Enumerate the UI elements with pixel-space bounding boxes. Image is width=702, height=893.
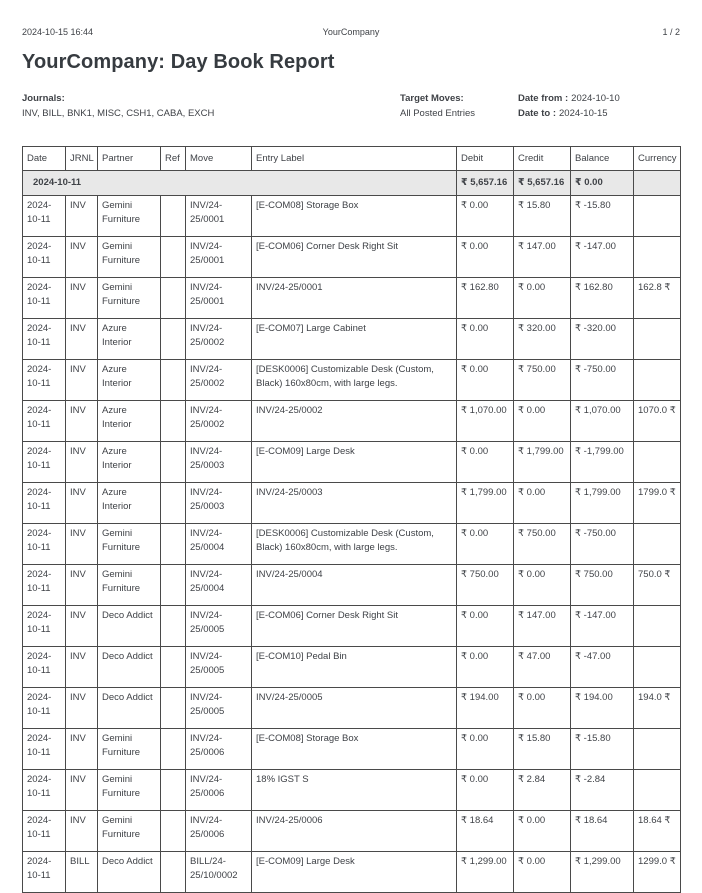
cell-jrnl: INV: [66, 278, 98, 319]
filter-journals: [22, 91, 400, 121]
col-header-move: Move: [186, 147, 252, 171]
cell-jrnl: INV: [66, 770, 98, 811]
cell-credit: ₹ 0.00: [514, 811, 571, 852]
cell-move: INV/24-25/0001: [186, 237, 252, 278]
cell-date: 2024-10-11: [23, 729, 66, 770]
cell-move: INV/24-25/0004: [186, 524, 252, 565]
date-from-label: Date from :: [518, 93, 569, 104]
cell-date: 2024-10-11: [23, 565, 66, 606]
cell-debit: ₹ 1,299.00: [457, 852, 514, 893]
cell-credit: ₹ 15.80: [514, 196, 571, 237]
cell-ref: [161, 237, 186, 278]
cell-balance: ₹ 194.00: [571, 688, 634, 729]
cell-ref: [161, 565, 186, 606]
cell-debit: ₹ 0.00: [457, 729, 514, 770]
cell-jrnl: INV: [66, 360, 98, 401]
table-row: [23, 565, 681, 606]
cell-credit: ₹ 147.00: [514, 237, 571, 278]
cell-balance: ₹ -147.00: [571, 237, 634, 278]
cell-debit: ₹ 0.00: [457, 196, 514, 237]
cell-ref: [161, 401, 186, 442]
cell-entry-label: [E-COM06] Corner Desk Right Sit: [252, 606, 457, 647]
cell-currency: 18.64 ₹: [634, 811, 681, 852]
cell-partner: Gemini Furniture: [98, 565, 161, 606]
cell-credit: ₹ 147.00: [514, 606, 571, 647]
cell-debit: ₹ 1,070.00: [457, 401, 514, 442]
cell-balance: ₹ -320.00: [571, 319, 634, 360]
cell-date: 2024-10-11: [23, 442, 66, 483]
cell-balance: ₹ 1,070.00: [571, 401, 634, 442]
table-row: [23, 360, 681, 401]
cell-entry-label: INV/24-25/0003: [252, 483, 457, 524]
cell-date: 2024-10-11: [23, 360, 66, 401]
cell-currency: [634, 196, 681, 237]
cell-ref: [161, 688, 186, 729]
cell-balance: ₹ -1,799.00: [571, 442, 634, 483]
cell-partner: Gemini Furniture: [98, 811, 161, 852]
cell-date: 2024-10-11: [23, 852, 66, 893]
date-to-value: 2024-10-15: [559, 108, 608, 119]
cell-move: INV/24-25/0005: [186, 688, 252, 729]
cell-partner: Gemini Furniture: [98, 196, 161, 237]
cell-partner: Deco Addict: [98, 606, 161, 647]
cell-date: 2024-10-11: [23, 483, 66, 524]
cell-currency: [634, 442, 681, 483]
cell-debit: ₹ 0.00: [457, 524, 514, 565]
col-header-date: Date: [23, 147, 66, 171]
cell-entry-label: [E-COM09] Large Desk: [252, 442, 457, 483]
table-head: [23, 147, 681, 171]
date-group-row: [23, 171, 681, 196]
cell-credit: ₹ 15.80: [514, 729, 571, 770]
journals-value: INV, BILL, BNK1, MISC, CSH1, CABA, EXCH: [22, 108, 215, 119]
cell-jrnl: INV: [66, 729, 98, 770]
cell-move: INV/24-25/0006: [186, 811, 252, 852]
cell-debit: ₹ 0.00: [457, 647, 514, 688]
cell-entry-label: [E-COM07] Large Cabinet: [252, 319, 457, 360]
cell-partner: Deco Addict: [98, 852, 161, 893]
cell-balance: ₹ 1,299.00: [571, 852, 634, 893]
cell-debit: ₹ 0.00: [457, 319, 514, 360]
filter-dates: [518, 91, 680, 121]
col-header-currency: Currency: [634, 147, 681, 171]
cell-partner: Gemini Furniture: [98, 770, 161, 811]
cell-debit: ₹ 194.00: [457, 688, 514, 729]
cell-jrnl: INV: [66, 237, 98, 278]
table-row: [23, 606, 681, 647]
table-row: [23, 688, 681, 729]
date-from-line: [518, 91, 680, 106]
cell-ref: [161, 729, 186, 770]
cell-currency: [634, 647, 681, 688]
cell-credit: ₹ 320.00: [514, 319, 571, 360]
cell-jrnl: INV: [66, 401, 98, 442]
cell-ref: [161, 852, 186, 893]
cell-date: 2024-10-11: [23, 811, 66, 852]
table-row: [23, 237, 681, 278]
table-row: [23, 442, 681, 483]
cell-credit: ₹ 0.00: [514, 401, 571, 442]
cell-currency: 750.0 ₹: [634, 565, 681, 606]
col-header-balance: Balance: [571, 147, 634, 171]
cell-debit: ₹ 18.64: [457, 811, 514, 852]
cell-balance: ₹ -147.00: [571, 606, 634, 647]
print-datetime: 2024-10-15 16:44: [22, 27, 94, 37]
cell-jrnl: INV: [66, 524, 98, 565]
cell-credit: ₹ 0.00: [514, 565, 571, 606]
cell-jrnl: INV: [66, 811, 98, 852]
company-name: YourCompany: [322, 27, 380, 37]
table-row: [23, 196, 681, 237]
cell-move: INV/24-25/0006: [186, 729, 252, 770]
cell-date: 2024-10-11: [23, 196, 66, 237]
cell-currency: 194.0 ₹: [634, 688, 681, 729]
cell-balance: ₹ -15.80: [571, 729, 634, 770]
cell-ref: [161, 770, 186, 811]
cell-debit: ₹ 0.00: [457, 606, 514, 647]
cell-move: INV/24-25/0003: [186, 442, 252, 483]
cell-credit: ₹ 0.00: [514, 688, 571, 729]
date-to-label: Date to :: [518, 108, 556, 119]
cell-debit: ₹ 750.00: [457, 565, 514, 606]
cell-debit: ₹ 162.80: [457, 278, 514, 319]
col-header-ref: Ref: [161, 147, 186, 171]
cell-move: BILL/24-25/10/0002: [186, 852, 252, 893]
cell-entry-label: [E-COM08] Storage Box: [252, 196, 457, 237]
cell-jrnl: INV: [66, 196, 98, 237]
filters-section: [22, 91, 680, 121]
cell-entry-label: INV/24-25/0005: [252, 688, 457, 729]
table-header-row: [23, 147, 681, 171]
cell-ref: [161, 442, 186, 483]
cell-jrnl: INV: [66, 565, 98, 606]
table-row: [23, 319, 681, 360]
col-header-entry-label: Entry Label: [252, 147, 457, 171]
cell-move: INV/24-25/0005: [186, 606, 252, 647]
cell-balance: ₹ 1,799.00: [571, 483, 634, 524]
filter-target-moves: [400, 91, 518, 121]
group-total-balance: ₹ 0.00: [571, 171, 634, 196]
cell-move: INV/24-25/0002: [186, 319, 252, 360]
cell-ref: [161, 278, 186, 319]
cell-credit: ₹ 0.00: [514, 483, 571, 524]
cell-date: 2024-10-11: [23, 237, 66, 278]
cell-ref: [161, 360, 186, 401]
cell-credit: ₹ 750.00: [514, 524, 571, 565]
date-from-value: 2024-10-10: [571, 93, 620, 104]
table-row: [23, 770, 681, 811]
cell-jrnl: INV: [66, 647, 98, 688]
cell-entry-label: [DESK0006] Customizable Desk (Custom, Black) 160x80cm, with large legs.: [252, 524, 457, 565]
cell-debit: ₹ 0.00: [457, 442, 514, 483]
report-title: YourCompany: Day Book Report: [22, 51, 335, 73]
cell-entry-label: [E-COM08] Storage Box: [252, 729, 457, 770]
cell-partner: Gemini Furniture: [98, 524, 161, 565]
cell-partner: Deco Addict: [98, 647, 161, 688]
cell-entry-label: [E-COM09] Large Desk: [252, 852, 457, 893]
cell-credit: ₹ 0.00: [514, 278, 571, 319]
page-indicator: 1 / 2: [662, 27, 680, 37]
cell-credit: ₹ 1,799.00: [514, 442, 571, 483]
cell-currency: [634, 770, 681, 811]
target-moves-label: Target Moves:: [400, 93, 464, 104]
daybook-table-body: [23, 171, 681, 893]
cell-entry-label: [E-COM06] Corner Desk Right Sit: [252, 237, 457, 278]
cell-entry-label: INV/24-25/0001: [252, 278, 457, 319]
cell-balance: ₹ -15.80: [571, 196, 634, 237]
cell-currency: [634, 606, 681, 647]
cell-move: INV/24-25/0001: [186, 196, 252, 237]
cell-balance: ₹ -47.00: [571, 647, 634, 688]
table-row: [23, 852, 681, 893]
cell-entry-label: INV/24-25/0006: [252, 811, 457, 852]
table-row: [23, 647, 681, 688]
col-header-debit: Debit: [457, 147, 514, 171]
group-total-currency: [634, 171, 681, 196]
group-date: 2024-10-11: [23, 171, 457, 196]
table-row: [23, 278, 681, 319]
cell-debit: ₹ 0.00: [457, 237, 514, 278]
cell-ref: [161, 483, 186, 524]
cell-ref: [161, 811, 186, 852]
cell-move: INV/24-25/0003: [186, 483, 252, 524]
cell-date: 2024-10-11: [23, 524, 66, 565]
cell-debit: ₹ 0.00: [457, 770, 514, 811]
cell-move: INV/24-25/0005: [186, 647, 252, 688]
cell-entry-label: 18% IGST S: [252, 770, 457, 811]
cell-ref: [161, 606, 186, 647]
cell-debit: ₹ 0.00: [457, 360, 514, 401]
cell-balance: ₹ -750.00: [571, 360, 634, 401]
cell-move: INV/24-25/0002: [186, 401, 252, 442]
cell-entry-label: [E-COM10] Pedal Bin: [252, 647, 457, 688]
cell-partner: Azure Interior: [98, 319, 161, 360]
col-header-jrnl: JRNL: [66, 147, 98, 171]
cell-date: 2024-10-11: [23, 688, 66, 729]
table-row: [23, 524, 681, 565]
cell-jrnl: INV: [66, 319, 98, 360]
cell-partner: Gemini Furniture: [98, 278, 161, 319]
cell-balance: ₹ 162.80: [571, 278, 634, 319]
table-row: [23, 729, 681, 770]
cell-credit: ₹ 0.00: [514, 852, 571, 893]
cell-currency: [634, 360, 681, 401]
cell-move: INV/24-25/0001: [186, 278, 252, 319]
cell-entry-label: [DESK0006] Customizable Desk (Custom, Black) 160x80cm, with large legs.: [252, 360, 457, 401]
cell-partner: Azure Interior: [98, 401, 161, 442]
cell-balance: ₹ -750.00: [571, 524, 634, 565]
cell-currency: [634, 524, 681, 565]
cell-jrnl: INV: [66, 483, 98, 524]
cell-balance: ₹ 18.64: [571, 811, 634, 852]
col-header-partner: Partner: [98, 147, 161, 171]
cell-partner: Deco Addict: [98, 688, 161, 729]
cell-currency: 162.8 ₹: [634, 278, 681, 319]
cell-jrnl: BILL: [66, 852, 98, 893]
cell-date: 2024-10-11: [23, 401, 66, 442]
cell-debit: ₹ 1,799.00: [457, 483, 514, 524]
cell-credit: ₹ 47.00: [514, 647, 571, 688]
cell-credit: ₹ 750.00: [514, 360, 571, 401]
group-total-debit: ₹ 5,657.16: [457, 171, 514, 196]
table-row: [23, 483, 681, 524]
cell-move: INV/24-25/0002: [186, 360, 252, 401]
cell-date: 2024-10-11: [23, 278, 66, 319]
target-moves-value: All Posted Entries: [400, 108, 475, 119]
cell-ref: [161, 524, 186, 565]
cell-balance: ₹ 750.00: [571, 565, 634, 606]
cell-move: INV/24-25/0006: [186, 770, 252, 811]
cell-ref: [161, 319, 186, 360]
cell-currency: 1799.0 ₹: [634, 483, 681, 524]
cell-entry-label: INV/24-25/0002: [252, 401, 457, 442]
cell-date: 2024-10-11: [23, 319, 66, 360]
cell-jrnl: INV: [66, 688, 98, 729]
col-header-credit: Credit: [514, 147, 571, 171]
table-row: [23, 401, 681, 442]
cell-partner: Gemini Furniture: [98, 729, 161, 770]
journals-label: Journals:: [22, 93, 65, 104]
daybook-table: [22, 146, 681, 893]
group-total-credit: ₹ 5,657.16: [514, 171, 571, 196]
cell-ref: [161, 196, 186, 237]
cell-partner: Azure Interior: [98, 360, 161, 401]
cell-currency: [634, 237, 681, 278]
cell-balance: ₹ -2.84: [571, 770, 634, 811]
running-header: [22, 26, 680, 38]
cell-partner: Gemini Furniture: [98, 237, 161, 278]
date-to-line: [518, 106, 680, 121]
table-row: [23, 811, 681, 852]
cell-currency: [634, 319, 681, 360]
cell-credit: ₹ 2.84: [514, 770, 571, 811]
cell-jrnl: INV: [66, 442, 98, 483]
cell-entry-label: INV/24-25/0004: [252, 565, 457, 606]
cell-date: 2024-10-11: [23, 770, 66, 811]
cell-partner: Azure Interior: [98, 442, 161, 483]
cell-currency: 1070.0 ₹: [634, 401, 681, 442]
cell-move: INV/24-25/0004: [186, 565, 252, 606]
cell-partner: Azure Interior: [98, 483, 161, 524]
cell-date: 2024-10-11: [23, 606, 66, 647]
cell-ref: [161, 647, 186, 688]
cell-currency: [634, 729, 681, 770]
cell-currency: 1299.0 ₹: [634, 852, 681, 893]
cell-jrnl: INV: [66, 606, 98, 647]
cell-date: 2024-10-11: [23, 647, 66, 688]
